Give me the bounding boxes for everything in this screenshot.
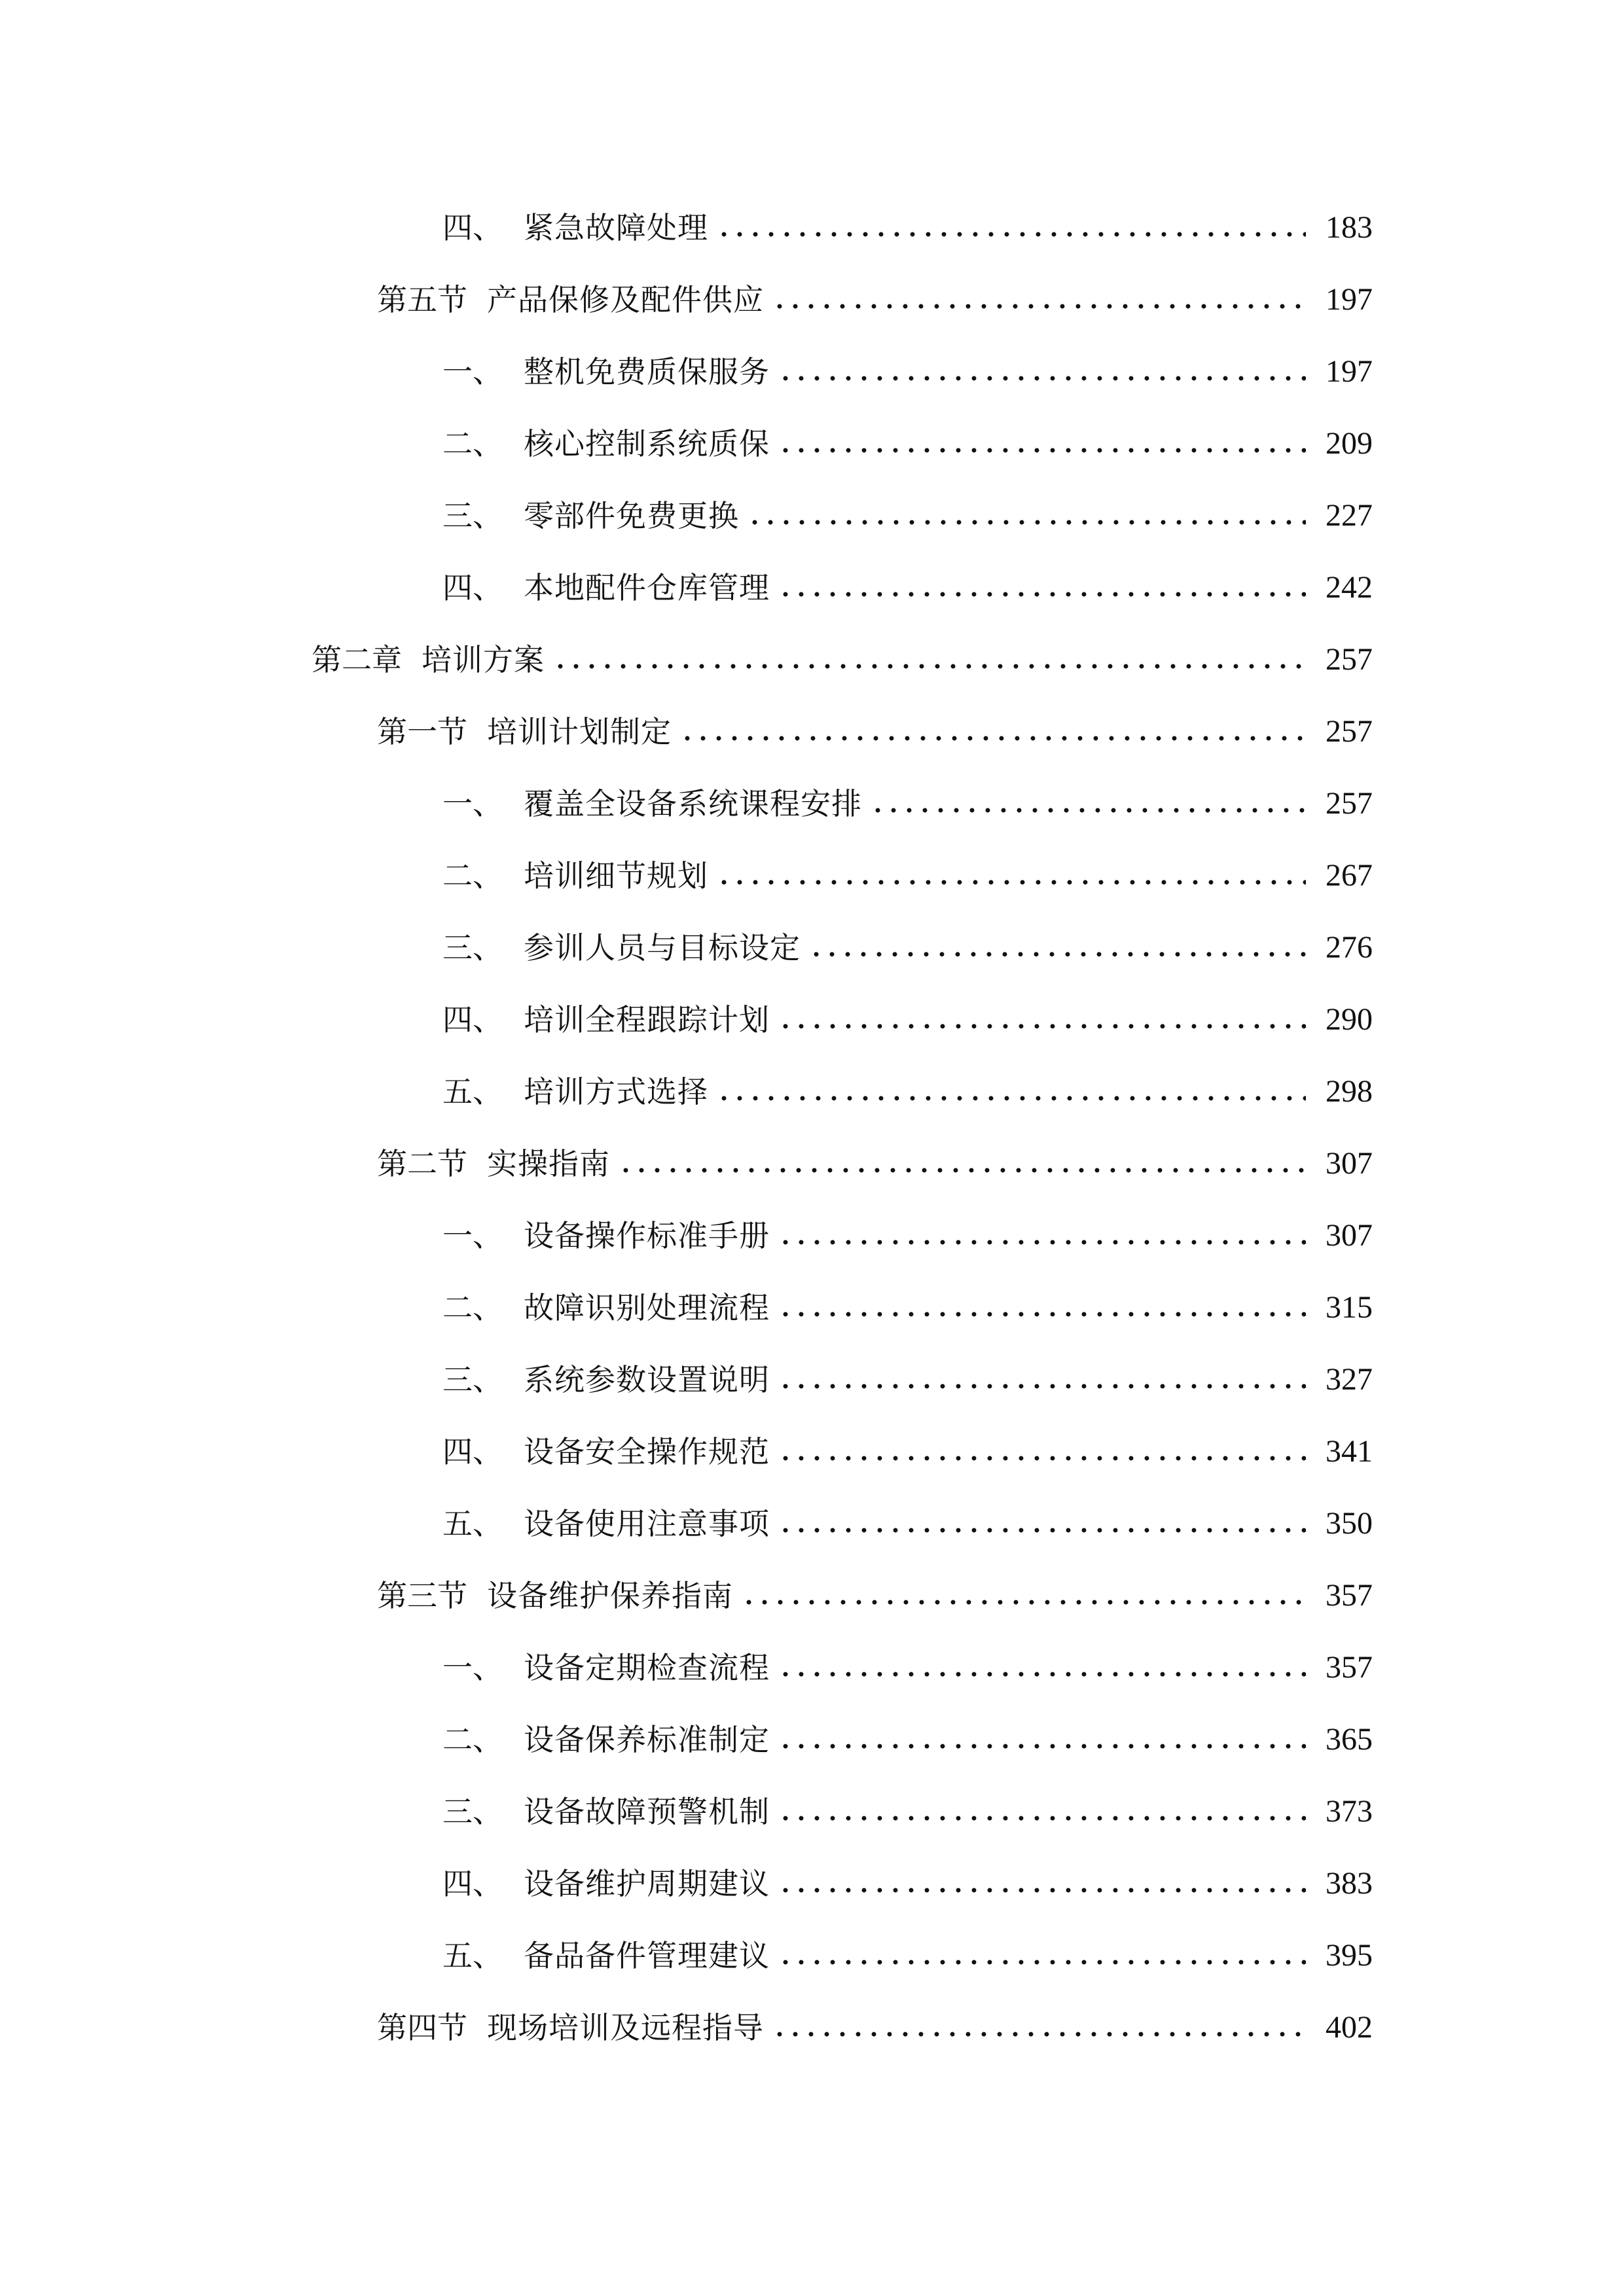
toc-entry[interactable]	[442, 192, 1373, 264]
dot-leader	[778, 1310, 1306, 1318]
entry-title: 设备使用注意事项	[524, 1506, 770, 1541]
page-number: 350	[1326, 1506, 1373, 1541]
entry-title: 培训细节规划	[524, 858, 708, 893]
dot-leader	[778, 1670, 1306, 1678]
dot-leader	[778, 1526, 1306, 1534]
entry-title: 培训计划制定	[487, 714, 672, 749]
page-number: 357	[1326, 1650, 1373, 1685]
entry-title: 本地配件仓库管理	[524, 570, 770, 605]
entry-number: 五、	[442, 1074, 503, 1109]
toc-entry[interactable]	[442, 552, 1373, 624]
page-number: 395	[1326, 1938, 1373, 1973]
entry-title: 设备维护周期建议	[524, 1866, 770, 1901]
toc-entry[interactable]	[442, 480, 1373, 552]
dot-leader	[778, 1886, 1306, 1894]
toc-entry[interactable]	[442, 768, 1373, 840]
entry-number: 五、	[442, 1506, 503, 1541]
page-number: 315	[1326, 1290, 1373, 1325]
entry-number: 一、	[442, 1218, 503, 1253]
entry-number: 一、	[442, 1650, 503, 1685]
dot-leader	[747, 518, 1306, 526]
dot-leader	[618, 1166, 1306, 1174]
entry-number: 三、	[442, 498, 503, 533]
toc-entry[interactable]	[377, 1128, 1373, 1200]
dot-leader	[772, 2030, 1306, 2038]
entry-title: 设备维护保养指南	[487, 1578, 733, 1613]
page-number: 197	[1326, 282, 1373, 317]
dot-leader	[716, 1094, 1306, 1102]
page-number: 373	[1326, 1794, 1373, 1829]
page-number: 257	[1326, 642, 1373, 677]
entry-number: 三、	[442, 930, 503, 965]
toc-entry[interactable]	[442, 1200, 1373, 1272]
entry-title: 培训方式选择	[524, 1074, 708, 1109]
toc-entry[interactable]	[377, 1992, 1373, 2064]
dot-leader	[552, 662, 1306, 670]
toc-entry[interactable]	[442, 1704, 1373, 1776]
entry-number: 四、	[442, 1002, 503, 1037]
toc-entry[interactable]	[442, 1776, 1373, 1848]
page-number: 402	[1326, 2010, 1373, 2045]
entry-number: 三、	[442, 1362, 503, 1397]
dot-leader	[778, 1022, 1306, 1030]
entry-title: 故障识别处理流程	[524, 1290, 770, 1325]
page-number: 290	[1326, 1002, 1373, 1037]
entry-number: 第二章	[312, 642, 402, 677]
toc-entry[interactable]	[442, 1920, 1373, 1992]
entry-title: 整机免费质保服务	[524, 354, 770, 389]
entry-number: 二、	[442, 426, 503, 461]
entry-title: 设备保养标准制定	[524, 1722, 770, 1757]
page-number: 307	[1326, 1218, 1373, 1253]
dot-leader	[679, 734, 1306, 742]
entry-title: 产品保修及配件供应	[487, 282, 764, 317]
entry-title: 设备安全操作规范	[524, 1434, 770, 1469]
dot-leader	[870, 806, 1306, 814]
dot-leader	[716, 878, 1306, 886]
page-number: 257	[1326, 786, 1373, 821]
dot-leader	[778, 1454, 1306, 1462]
entry-title: 现场培训及远程指导	[487, 2010, 764, 2045]
entry-number: 四、	[442, 570, 503, 605]
entry-number: 第三节	[377, 1578, 467, 1613]
toc-entry[interactable]	[442, 408, 1373, 480]
dot-leader	[778, 1382, 1306, 1390]
toc-entry[interactable]	[442, 912, 1373, 984]
entry-title: 实操指南	[487, 1146, 610, 1181]
page-number: 383	[1326, 1866, 1373, 1901]
entry-number: 第四节	[377, 2010, 467, 2045]
entry-number: 二、	[442, 858, 503, 893]
page-number: 183	[1326, 210, 1373, 245]
dot-leader	[741, 1598, 1306, 1606]
entry-number: 一、	[442, 354, 503, 389]
page-number: 209	[1326, 426, 1373, 461]
page-number: 257	[1326, 714, 1373, 749]
toc-entry[interactable]	[442, 1632, 1373, 1704]
toc-entry[interactable]	[377, 264, 1373, 336]
entry-number: 四、	[442, 210, 503, 245]
toc-entry[interactable]	[442, 1272, 1373, 1344]
page-number: 298	[1326, 1074, 1373, 1109]
entry-number: 四、	[442, 1434, 503, 1469]
toc-entry[interactable]	[442, 1416, 1373, 1488]
entry-number: 第二节	[377, 1146, 467, 1181]
dot-leader	[716, 230, 1306, 238]
toc-entry[interactable]	[442, 840, 1373, 912]
dot-leader	[778, 374, 1306, 382]
dot-leader	[778, 1958, 1306, 1966]
toc-entry[interactable]	[377, 696, 1373, 768]
page-number: 365	[1326, 1722, 1373, 1757]
entry-number: 第五节	[377, 282, 467, 317]
entry-title: 紧急故障处理	[524, 210, 708, 245]
entry-number: 三、	[442, 1794, 503, 1829]
dot-leader	[778, 1742, 1306, 1750]
toc-entry[interactable]	[312, 624, 1373, 696]
entry-title: 培训方案	[422, 642, 545, 677]
page-number: 341	[1326, 1434, 1373, 1469]
entry-number: 二、	[442, 1722, 503, 1757]
page-number: 357	[1326, 1578, 1373, 1613]
entry-title: 设备定期检查流程	[524, 1650, 770, 1685]
page-number: 327	[1326, 1362, 1373, 1397]
page-number: 276	[1326, 930, 1373, 965]
entry-title: 设备操作标准手册	[524, 1218, 770, 1253]
page-number: 197	[1326, 354, 1373, 389]
dot-leader	[778, 446, 1306, 454]
entry-title: 系统参数设置说明	[524, 1362, 770, 1397]
entry-number: 一、	[442, 786, 503, 821]
toc-entry[interactable]	[442, 336, 1373, 408]
entry-title: 覆盖全设备系统课程安排	[524, 786, 862, 821]
entry-title: 核心控制系统质保	[524, 426, 770, 461]
entry-number: 五、	[442, 1938, 503, 1973]
entry-title: 零部件免费更换	[524, 498, 739, 533]
entry-number: 四、	[442, 1866, 503, 1901]
page-number: 267	[1326, 858, 1373, 893]
toc-entry[interactable]	[442, 1344, 1373, 1416]
dot-leader	[778, 590, 1306, 598]
toc-entry[interactable]	[442, 984, 1373, 1056]
entry-title: 参训人员与目标设定	[524, 930, 801, 965]
page-number: 307	[1326, 1146, 1373, 1181]
page-number: 227	[1326, 498, 1373, 533]
toc-entry[interactable]	[442, 1848, 1373, 1920]
toc-entry[interactable]	[442, 1488, 1373, 1560]
entry-title: 设备故障预警机制	[524, 1794, 770, 1829]
dot-leader	[772, 302, 1306, 310]
page-number: 242	[1326, 570, 1373, 605]
entry-number: 第一节	[377, 714, 467, 749]
entry-number: 二、	[442, 1290, 503, 1325]
entry-title: 备品备件管理建议	[524, 1938, 770, 1973]
dot-leader	[808, 950, 1306, 958]
toc-entry[interactable]	[377, 1560, 1373, 1632]
dot-leader	[778, 1238, 1306, 1246]
entry-title: 培训全程跟踪计划	[524, 1002, 770, 1037]
toc-entry[interactable]	[442, 1056, 1373, 1128]
dot-leader	[778, 1814, 1306, 1822]
